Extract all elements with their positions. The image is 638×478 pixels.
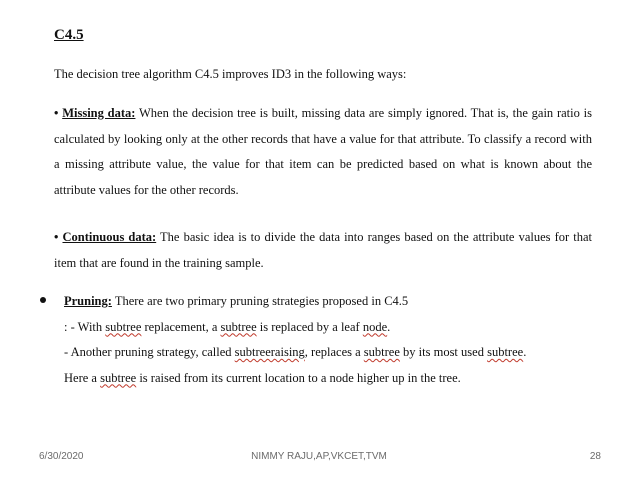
footer-page-number: 28 (589, 451, 601, 462)
pruning-heading (40, 289, 600, 315)
pruning-term: Pruning: (64, 294, 112, 308)
text-run: : - With (64, 319, 106, 334)
spellcheck-word: subtree (487, 345, 524, 359)
continuous-data-paragraph (54, 225, 592, 276)
spellcheck-word: subtree (363, 345, 400, 359)
pruning-text: There are two primary pruning strategies proposed in C4.5 (111, 294, 409, 308)
text-run: . (387, 319, 391, 334)
footer-date: 6/30/2020 (39, 451, 84, 462)
pruning-line-2 (40, 340, 600, 366)
text-run: Here a (64, 370, 101, 385)
spellcheck-word: subtree (105, 319, 142, 334)
continuous-data-text: The basic idea is to divide the data into ranges based on the attribute values for that item that are found in the training sample. (54, 230, 592, 270)
pruning-section (40, 289, 600, 391)
text-run: is raised from its current location to a node higher up in the tree. (136, 370, 461, 385)
text-run: is replaced by a leaf (256, 319, 363, 334)
missing-data-paragraph (54, 101, 592, 203)
pruning-line-3 (40, 366, 600, 392)
bullet-symbol: • (54, 106, 59, 120)
footer-author: NIMMY RAJU,AP,VKCET,TVM (251, 451, 387, 462)
text-run: . (523, 345, 527, 359)
spellcheck-word: subtree (220, 319, 257, 334)
continuous-data-term: Continuous data: (62, 230, 157, 244)
text-run: by its most used (399, 345, 488, 359)
bullet-symbol: • (54, 230, 59, 244)
text-run: , replaces a (304, 345, 364, 359)
text-run: - Another pruning strategy, called (64, 345, 235, 359)
pruning-line-1 (40, 315, 600, 341)
missing-data-term: Missing data: (62, 106, 136, 120)
spellcheck-word: subtreeraising (234, 345, 305, 359)
bullet-dot-icon (40, 297, 46, 303)
text-run: replacement, a (141, 319, 221, 334)
spellcheck-word: node (362, 319, 388, 334)
intro-text: The decision tree algorithm C4.5 improves ID3 in the following ways: (54, 67, 407, 81)
spellcheck-word: subtree (100, 370, 137, 385)
slide-title: C4.5 (54, 27, 84, 43)
missing-data-text: When the decision tree is built, missing data are simply ignored. That is, the gain ratio is calculated by looking only at the other records that have a value for that attribute. To classify a record with a missing attribute value, the value for that item can be predicted based on what is known about the attribute values for the other records. (54, 106, 593, 197)
